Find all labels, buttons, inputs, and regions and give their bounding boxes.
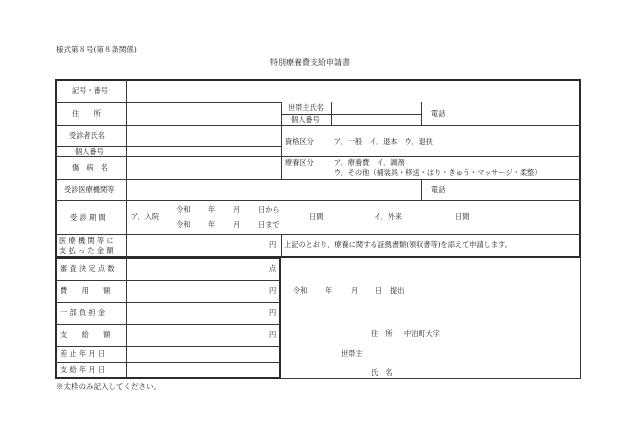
- medical-institution-label: 受診医療機関等: [64, 185, 115, 194]
- divider: [281, 234, 282, 257]
- householder-name-label: 世帯主氏名: [288, 103, 324, 112]
- divider: [56, 280, 281, 281]
- treatment-category-label: 療養区分: [285, 158, 314, 167]
- address-field[interactable]: [128, 104, 278, 124]
- medical-institution-field[interactable]: [128, 181, 418, 199]
- divider: [56, 324, 281, 325]
- divider: [580, 257, 581, 379]
- from-day-label: 日から: [258, 205, 280, 214]
- copay-unit: 円: [269, 308, 277, 317]
- patient-personal-number-field[interactable]: [128, 147, 278, 155]
- declaration-text: 上記のとおり、療養に関する証拠書類(領収書等)を添えて申請します。: [284, 240, 512, 249]
- submit-day: 日: [375, 286, 383, 295]
- year-label-2: 年: [208, 220, 216, 229]
- divider: [56, 346, 281, 347]
- submit-year: 年: [325, 286, 333, 295]
- personal-number-field[interactable]: [333, 115, 419, 125]
- payment-date-label: 支 給 年 月 日: [60, 365, 106, 374]
- divider: [56, 234, 581, 235]
- cost-label: 費 用 額: [60, 286, 111, 295]
- divider: [56, 125, 581, 126]
- outpatient-option[interactable]: イ．外来: [374, 212, 403, 221]
- eligibility-options[interactable]: ア．一般 イ．退本 ウ．退扶: [334, 137, 433, 146]
- submit-reiwa: 令和: [293, 286, 308, 295]
- phone-label: 電話: [431, 109, 446, 118]
- patient-name-label: 受診者氏名: [69, 131, 105, 140]
- applicant-name-label: 氏 名: [371, 368, 393, 377]
- difference-date-label: 差 止 年 月 日: [60, 349, 106, 358]
- patient-personal-number-label: 個人番号: [75, 147, 104, 156]
- yen-unit: 円: [269, 240, 277, 249]
- payment-label: 支 給 額: [60, 330, 111, 339]
- divider: [56, 362, 281, 363]
- divider: [281, 102, 282, 179]
- personal-number-label: 個人番号: [291, 115, 320, 124]
- paid-amount-field[interactable]: [128, 236, 268, 256]
- applicant-address-label: 住 所: [371, 329, 393, 338]
- cost-unit: 円: [269, 286, 277, 295]
- eligibility-label: 資格区分: [285, 137, 314, 146]
- reiwa-label-2: 令和: [176, 220, 191, 229]
- householder-label: 世帯主: [341, 349, 363, 358]
- lower-thick-frame: [55, 257, 281, 379]
- outpatient-days-label: 日間: [455, 212, 470, 221]
- phone-label-2: 電話: [431, 185, 446, 194]
- reiwa-label-1: 令和: [176, 205, 191, 214]
- points-unit: 点: [269, 264, 277, 273]
- record-number-field[interactable]: [128, 81, 578, 101]
- paid-amount-label-1: 医 療 機 関 等 に: [59, 236, 114, 245]
- form-number: 様式第８号(第８条関係): [56, 45, 137, 54]
- divider: [56, 302, 281, 303]
- month-label-2: 月: [233, 220, 241, 229]
- divider: [331, 102, 332, 125]
- submit-month: 月: [351, 286, 359, 295]
- applicant-address-value[interactable]: 中泊町大字: [404, 329, 440, 338]
- visit-period-label: 受 診 期 間: [70, 213, 106, 222]
- month-label-1: 月: [233, 205, 241, 214]
- inpatient-option[interactable]: ア．入院: [131, 212, 160, 221]
- year-label-1: 年: [208, 205, 216, 214]
- footnote: ※太枠のみ記入してください。: [56, 382, 161, 391]
- divider: [421, 179, 422, 200]
- payment-unit: 円: [269, 330, 277, 339]
- divider: [281, 378, 581, 379]
- record-number-label: 記号・番号: [72, 86, 108, 95]
- copay-label: 一 部 負 担 金: [60, 308, 106, 317]
- submit-label: 提出: [390, 286, 405, 295]
- divider: [56, 200, 581, 201]
- divider: [126, 258, 127, 378]
- householder-name-field[interactable]: [333, 103, 419, 113]
- divider: [56, 179, 581, 180]
- divider: [421, 102, 422, 125]
- divider: [56, 102, 281, 103]
- review-points-label: 審 査 決 定 点 数: [60, 264, 115, 273]
- patient-name-field[interactable]: [128, 127, 278, 145]
- divider: [56, 156, 581, 157]
- address-label: 住 所: [72, 109, 101, 118]
- divider: [126, 80, 127, 257]
- treatment-options-1[interactable]: ア．療養費 イ．調剤: [334, 158, 405, 167]
- inpatient-days-label: 日間: [309, 212, 324, 221]
- page-title: 特別療養費支給申請書: [270, 58, 350, 67]
- paid-amount-label-2: 支 払 っ た 金 額: [59, 246, 114, 255]
- to-day-label: 日まで: [258, 220, 280, 229]
- disease-name-field[interactable]: [128, 158, 278, 178]
- disease-name-label: 傷 病 名: [72, 163, 108, 172]
- treatment-options-2[interactable]: ウ．その他（補装具・移送・はり・きゅう・マッサージ・柔整）: [334, 168, 542, 177]
